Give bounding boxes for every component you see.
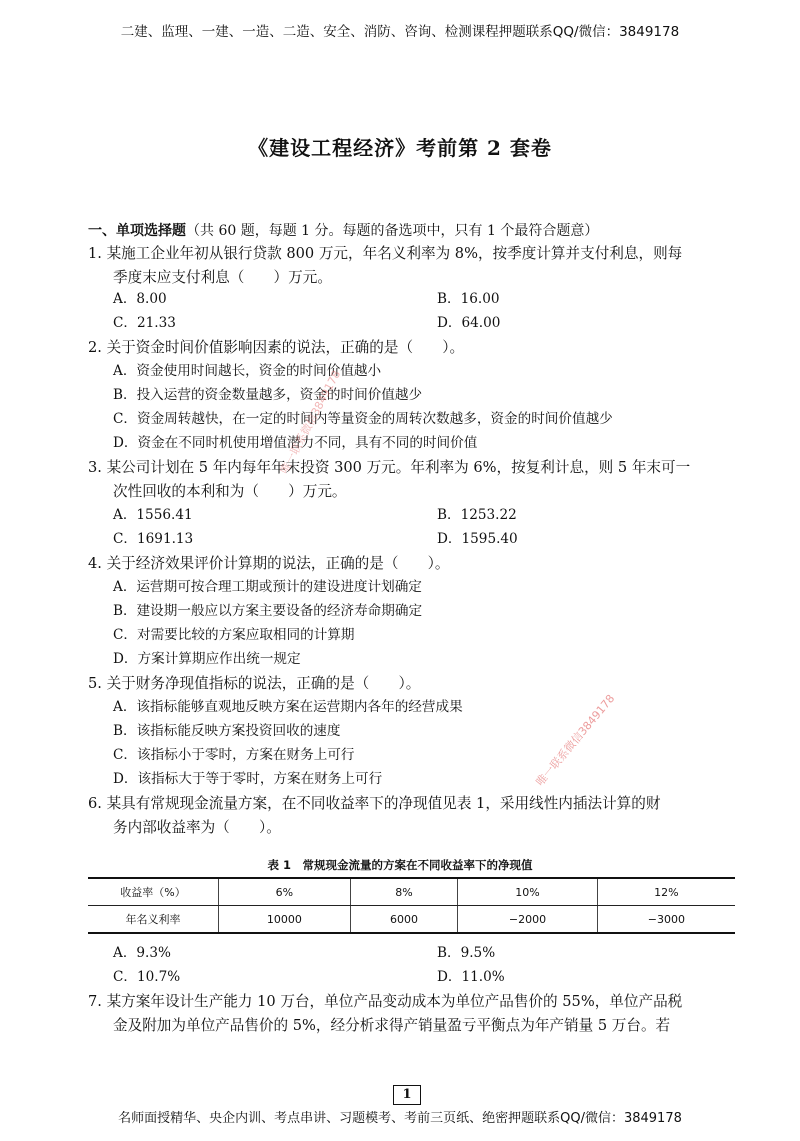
question-3: 3. 某公司计划在 5 年内每年年末投资 300 万元。年利率为 6%，按复利计息，则 5 年末可一 (88, 459, 691, 476)
q6-option-c: C．10.7% (113, 969, 181, 985)
section-heading-title: 一、单项选择题 (88, 223, 186, 239)
header-banner: 二建、监理、一建、一造、二造、安全、消防、咨询、检测课程押题联系QQ/微信：3849178 (120, 24, 680, 40)
q6-option-a: A．9.3% (113, 945, 171, 961)
question-2: 2. 关于资金时间价值影响因素的说法，正确的是（ ）。 (88, 339, 465, 356)
question-1-cont: 季度末应支付利息（ ）万元。 (113, 269, 332, 286)
page-number: 1 (393, 1085, 421, 1105)
section-heading (88, 220, 598, 240)
q2-option-a: A．资金使用时间越长，资金的时间价值越小 (113, 363, 382, 379)
q6-option-b: B．9.5% (437, 945, 496, 961)
q5-option-a: A．该指标能够直观地反映方案在运营期内各年的经营成果 (113, 699, 463, 715)
table-cell: −3000 (597, 906, 735, 934)
q6-option-d: D．11.0% (437, 969, 505, 985)
q4-option-c: C．对需要比较的方案应取相同的计算期 (113, 627, 355, 643)
question-6: 6. 某具有常规现金流量方案，在不同收益率下的净现值见表 1，采用线性内插法计算的财 (88, 795, 661, 812)
table-cell: 6000 (350, 906, 458, 934)
q3-option-d: D．1595.40 (437, 531, 518, 547)
section-heading-note: （共 60 题，每题 1 分。每题的备选项中，只有 1 个最符合题意） (186, 223, 599, 239)
question-7-cont: 金及附加为单位产品售价的 5%，经分析求得产销量盈亏平衡点为年产销量 5 万台。若 (113, 1017, 671, 1034)
question-3-cont: 次性回收的本利和为（ ）万元。 (113, 483, 347, 500)
q5-option-d: D．该指标大于等于零时，方案在财务上可行 (113, 771, 383, 787)
q2-option-c: C．资金周转越快，在一定的时间内等量资金的周转次数越多，资金的时间价值越少 (113, 411, 613, 427)
table-row (88, 878, 735, 906)
q1-option-c: C．21.33 (113, 315, 176, 331)
table-cell: 6% (219, 878, 351, 906)
watermark-text-2: 唯一联系微信3849178 (533, 692, 618, 789)
q5-option-b: B．该指标能反映方案投资回收的速度 (113, 723, 341, 739)
question-1: 1. 某施工企业年初从银行贷款 800 万元，年名义利率为 8%，按季度计算并支付利息，则每 (88, 245, 683, 262)
q3-option-c: C．1691.13 (113, 531, 194, 547)
table-cell: 8% (350, 878, 458, 906)
table-cell: 10% (458, 878, 597, 906)
table-caption: 表 1 常规现金流量的方案在不同收益率下的净现值 (267, 858, 533, 872)
q1-option-a: A．8.00 (113, 291, 167, 307)
q2-option-d: D．资金在不同时机使用增值潜力不同，具有不同的时间价值 (113, 435, 478, 451)
q4-option-d: D．方案计算期应作出统一规定 (113, 651, 301, 667)
table-cell: 12% (597, 878, 735, 906)
question-7: 7. 某方案年设计生产能力 10 万台，单位产品变动成本为单位产品售价的 55%，单位产品税 (88, 993, 683, 1010)
q3-option-b: B．1253.22 (437, 507, 517, 523)
question-4: 4. 关于经济效果评价计算期的说法，正确的是（ ）。 (88, 555, 450, 572)
q4-option-a: A．运营期可按合理工期或预计的建设进度计划确定 (113, 579, 422, 595)
watermark-text-1: 唯一联系微信3849178 (277, 368, 344, 477)
table-cell: 收益率（%） (88, 878, 219, 906)
q3-option-a: A．1556.41 (113, 507, 193, 523)
table-cell: −2000 (458, 906, 597, 934)
q1-option-b: B．16.00 (437, 291, 500, 307)
q2-option-b: B．投入运营的资金数量越多，资金的时间价值越少 (113, 387, 423, 403)
document-title: 《建设工程经济》考前第 2 套卷 (248, 136, 552, 160)
table-cell: 年名义利率 (88, 906, 219, 934)
footer-banner: 名师面授精华、央企内训、考点串讲、习题模考、考前三页纸、绝密押题联系QQ/微信：3849178 (118, 1111, 682, 1126)
npv-table (88, 877, 735, 934)
watermark-stamp-2 (500, 672, 650, 808)
table-row (88, 906, 735, 934)
q1-option-d: D．64.00 (437, 315, 501, 331)
table-cell: 10000 (219, 906, 351, 934)
question-5: 5. 关于财务净现值指标的说法，正确的是（ ）。 (88, 675, 421, 692)
question-6-cont: 务内部收益率为（ ）。 (113, 819, 281, 836)
q4-option-b: B．建设期一般应以方案主要设备的经济寿命期确定 (113, 603, 423, 619)
q5-option-c: C．该指标小于零时，方案在财务上可行 (113, 747, 355, 763)
